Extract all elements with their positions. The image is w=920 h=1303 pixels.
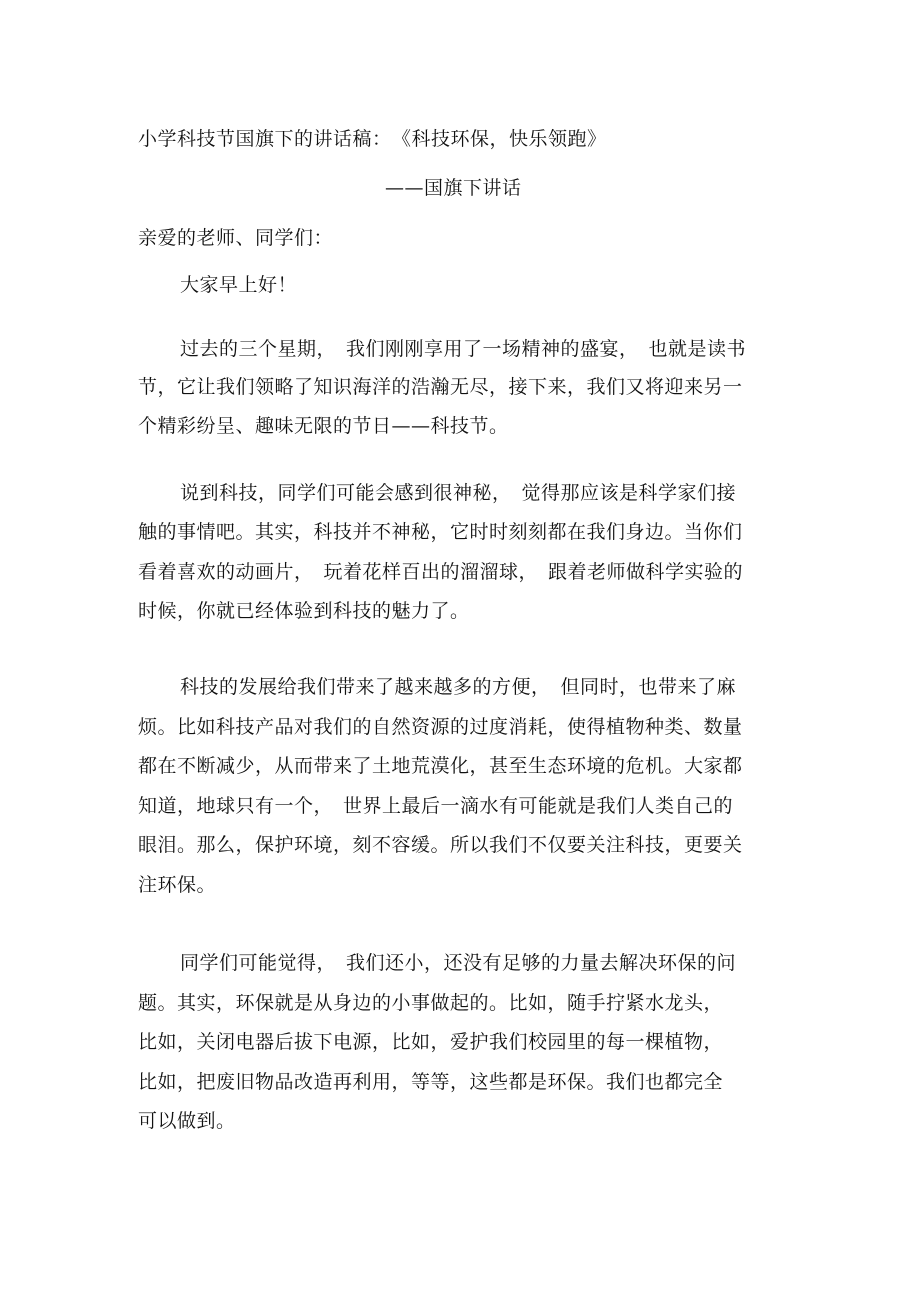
- paragraph-4-line-1: 同学们可能觉得， 我们还小，还没有足够的力量去解决环保的问: [180, 952, 737, 974]
- paragraph-4-line-4: 比如，把废旧物品改造再利用，等等，这些都是环保。我们也都完全: [138, 1071, 724, 1093]
- paragraph-4-line-5: 可以做到。: [138, 1110, 236, 1132]
- paragraph-1-line-1: 过去的三个星期， 我们刚刚享用了一场精神的盛宴， 也就是读书: [180, 338, 747, 360]
- paragraph-3-line-6: 注环保。: [138, 874, 217, 896]
- speech-subtitle: ——国旗下讲话: [385, 177, 522, 199]
- paragraph-3-line-1: 科技的发展给我们带来了越来越多的方便， 但同时，也带来了麻: [180, 676, 737, 698]
- paragraph-2-line-1: 说到科技，同学们可能会感到很神秘， 觉得那应该是科学家们接: [180, 482, 737, 504]
- paragraph-4-line-2: 题。其实，环保就是从身边的小事做起的。比如，随手拧紧水龙头，: [138, 992, 724, 1014]
- paragraph-4-line-3: 比如，关闭电器后拔下电源，比如，爱护我们校园里的每一棵植物，: [138, 1031, 724, 1053]
- greeting: 大家早上好！: [180, 274, 298, 296]
- paragraph-3-line-4: 知道，地球只有一个， 世界上最后一滴水有可能就是我们人类自己的: [138, 795, 734, 817]
- paragraph-2-line-2: 触的事情吧。其实，科技并不神秘，它时时刻刻都在我们身边。当你们: [138, 521, 743, 543]
- salutation: 亲爱的老师、同学们：: [138, 227, 334, 249]
- paragraph-3-line-5: 眼泪。那么，保护环境，刻不容缓。所以我们不仅要关注科技，更要关: [138, 834, 743, 856]
- speech-title: 小学科技节国旗下的讲话稿： 《科技环保，快乐领跑》: [138, 128, 607, 150]
- paragraph-1-line-2: 节，它让我们领略了知识海洋的浩瀚无尽，接下来，我们又将迎来另一: [138, 376, 743, 398]
- paragraph-3-line-3: 都在不断减少，从而带来了土地荒漠化，甚至生态环境的危机。大家都: [138, 755, 743, 777]
- paragraph-1-line-3: 个精彩纷呈、趣味无限的节日——科技节。: [138, 415, 509, 437]
- paragraph-2-line-4: 时候，你就已经体验到科技的魅力了。: [138, 600, 470, 622]
- paragraph-3-line-2: 烦。比如科技产品对我们的自然资源的过度消耗，使得植物种类、数量: [138, 716, 743, 738]
- paragraph-2-line-3: 看着喜欢的动画片， 玩着花样百出的溜溜球， 跟着老师做科学实验的: [138, 561, 744, 583]
